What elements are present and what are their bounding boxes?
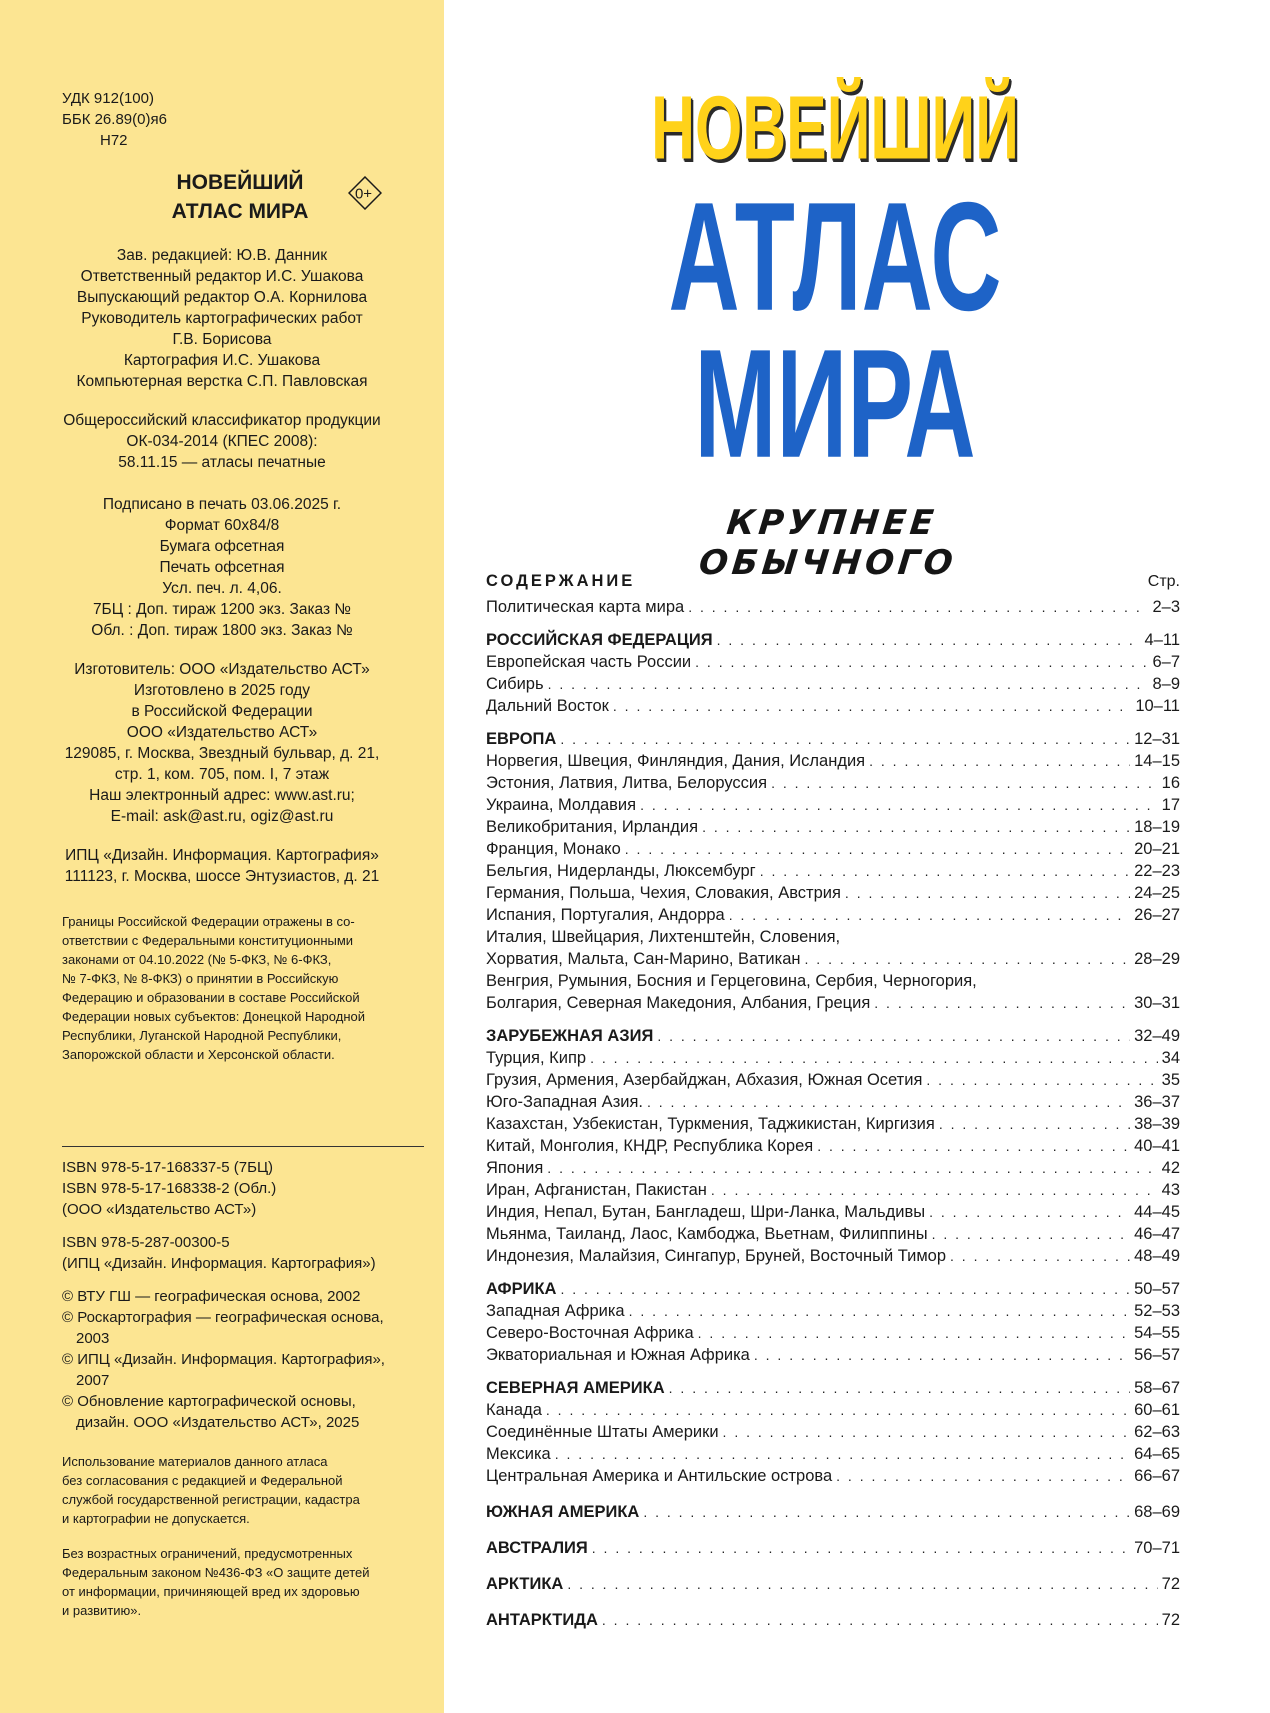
copyright-line: © Обновление картографической основы, [62, 1393, 356, 1410]
toc-page: 48–49 [1134, 1247, 1180, 1265]
text-line: № 7-ФКЗ, № 8-ФКЗ) о принятии в Российскую [62, 971, 339, 986]
toc-leader-dots [702, 816, 1130, 838]
toc-leader-dots [647, 1091, 1130, 1113]
toc-leader-dots [845, 882, 1130, 904]
toc-row [486, 1201, 1180, 1223]
toc-section-row [486, 1537, 1180, 1559]
toc-leader-dots [643, 1501, 1130, 1523]
toc-leader-dots [695, 651, 1148, 673]
toc-gap [486, 1595, 1180, 1609]
toc-label: Северо-Восточная Африка [486, 1324, 694, 1342]
toc-row [486, 816, 1180, 838]
toc-page: 6–7 [1152, 653, 1180, 671]
text-line: Границы Российской Федерации отражены в со- [62, 914, 355, 929]
toc-leader-dots [950, 1245, 1130, 1267]
toc-leader-dots [592, 1537, 1130, 1559]
toc-label: Юго-Западная Азия. [486, 1093, 643, 1111]
text-line: службой государственной регистрации, кадастра [62, 1492, 360, 1507]
toc-label: Сибирь [486, 675, 544, 693]
toc-page: 2–3 [1152, 598, 1180, 616]
text-line: Республики, Луганской Народной Республики, [62, 1028, 342, 1043]
toc-label: Мексика [486, 1445, 551, 1463]
toc-label: Индия, Непал, Бутан, Бангладеш, Шри-Ланка, Мальдивы [486, 1203, 926, 1221]
copyright-line: дизайн. ООО «Издательство АСТ», 2025 [76, 1414, 360, 1431]
toc-label: Экваториальная и Южная Африка [486, 1346, 750, 1364]
toc-row [486, 860, 1180, 882]
text-line: ISBN 978-5-287-00300-5 [62, 1234, 230, 1251]
toc-row [486, 992, 1180, 1014]
toc-leader-dots [613, 695, 1131, 717]
toc-label: АРКТИКА [486, 1575, 564, 1593]
toc-leader-dots [717, 629, 1141, 651]
text-line: ответствии с Федеральными конституционными [62, 933, 354, 948]
toc-page: 32–49 [1134, 1027, 1180, 1045]
toc-leader-dots [771, 772, 1158, 794]
toc-page: 50–57 [1134, 1280, 1180, 1298]
toc-heading: СОДЕРЖАНИЕ [486, 572, 636, 590]
usage-note [62, 1452, 432, 1528]
text-line: Общероссийский классификатор продукции [63, 412, 381, 429]
toc-page: 35 [1161, 1071, 1180, 1089]
text-line: 129085, г. Москва, Звездный бульвар, д. 21, [64, 745, 380, 762]
toc-label: Западная Африка [486, 1302, 625, 1320]
toc-label: Индонезия, Малайзия, Сингапур, Бруней, Восточный Тимор [486, 1247, 947, 1265]
toc-row [486, 750, 1180, 772]
toc-leader-dots [669, 1377, 1130, 1399]
toc-row [486, 596, 1180, 618]
text-line: (ИПЦ «Дизайн. Информация. Картография») [62, 1255, 376, 1272]
manufacturer-info [32, 659, 412, 827]
toc-row [486, 695, 1180, 717]
toc-leader-dots [869, 750, 1130, 772]
toc-row [486, 794, 1180, 816]
toc-page: 28–29 [1134, 950, 1180, 968]
copyright-line: © ИПЦ «Дизайн. Информация. Картография», [62, 1351, 385, 1368]
toc-section-row [486, 629, 1180, 651]
copyright-line: © ВТУ ГШ — географическая основа, 2002 [62, 1288, 361, 1305]
toc-row [486, 904, 1180, 926]
age-rating-icon [348, 176, 382, 210]
toc-label: Иран, Афганистан, Пакистан [486, 1181, 707, 1199]
toc-page: 26–27 [1134, 906, 1180, 924]
toc-row [486, 1157, 1180, 1179]
toc-leader-dots [547, 1157, 1157, 1179]
toc-row [486, 651, 1180, 673]
toc-row [486, 1047, 1180, 1069]
text-line: ИПЦ «Дизайн. Информация. Картография» [65, 847, 379, 864]
text-line: Запорожской области и Херсонской области. [62, 1047, 335, 1062]
imprint-title-line: НОВЕЙШИЙ [176, 171, 304, 194]
toc-page: 64–65 [1134, 1445, 1180, 1463]
toc-leader-dots [548, 673, 1149, 695]
toc-gap [486, 1267, 1180, 1278]
toc-label: АНТАРКТИДА [486, 1611, 598, 1629]
toc-page: 62–63 [1134, 1423, 1180, 1441]
toc-label: Великобритания, Ирландия [486, 818, 699, 836]
toc-leader-dots [836, 1465, 1130, 1487]
text-line: 58.11.15 — атласы печатные [118, 454, 326, 471]
text-line: Бумага офсетная [159, 538, 285, 555]
text-line: E-mail: ask@ast.ru, ogiz@ast.ru [110, 808, 334, 825]
toc-row [486, 1091, 1180, 1113]
toc-leader-dots [560, 1278, 1130, 1300]
toc-row [486, 1300, 1180, 1322]
toc-leader-dots [555, 1443, 1130, 1465]
divider [62, 1146, 424, 1147]
toc-row [486, 970, 1180, 992]
toc-label: РОССИЙСКАЯ ФЕДЕРАЦИЯ [486, 631, 713, 649]
toc-label: Франция, Монако [486, 840, 621, 858]
toc-row [486, 1245, 1180, 1267]
toc-row [486, 673, 1180, 695]
toc-gap [486, 1366, 1180, 1377]
toc-row [486, 948, 1180, 970]
toc-page: 58–67 [1134, 1379, 1180, 1397]
ipc-info [32, 845, 412, 887]
toc-page: 38–39 [1134, 1115, 1180, 1133]
print-info [32, 494, 412, 641]
toc-page: 52–53 [1134, 1302, 1180, 1320]
toc-label: Украина, Молдавия [486, 796, 637, 814]
text-line: Изготовлено в 2025 году [133, 682, 311, 699]
toc-body [486, 596, 1180, 1631]
text-line: Подписано в печать 03.06.2025 г. [102, 496, 342, 513]
toc-label: Бельгия, Нидерланды, Люксембург [486, 862, 756, 880]
text-line: Ответственный редактор И.С. Ушакова [80, 268, 364, 285]
toc-row [486, 1113, 1180, 1135]
toc-page: 16 [1161, 774, 1180, 792]
toc-header [486, 572, 1180, 596]
toc-leader-dots [805, 948, 1131, 970]
imprint-panel [0, 0, 444, 1713]
toc-label: Дальний Восток [486, 697, 609, 715]
toc-leader-dots [929, 1201, 1130, 1223]
toc-label: Европейская часть России [486, 653, 692, 671]
toc-label: Канада [486, 1401, 542, 1419]
udk-code: УДК 912(100) [62, 90, 154, 107]
toc-section-row [486, 1609, 1180, 1631]
text-line: и картографии не допускается. [62, 1511, 250, 1526]
toc-page: 46–47 [1134, 1225, 1180, 1243]
text-line: 111123, г. Москва, шоссе Энтузиастов, д. 21 [64, 868, 380, 885]
toc-section-row [486, 1573, 1180, 1595]
toc-page: 56–57 [1134, 1346, 1180, 1364]
toc-row [486, 1223, 1180, 1245]
text-line: Федерацию и образовании в составе Российской [62, 990, 360, 1005]
text-line: ISBN 978-5-17-168337-5 (7БЦ) [62, 1159, 274, 1176]
toc-leader-dots [625, 838, 1130, 860]
toc-leader-dots [688, 596, 1148, 618]
toc-leader-dots [711, 1179, 1158, 1201]
toc-gap [486, 1014, 1180, 1025]
toc-page: 10–11 [1135, 697, 1180, 715]
cover-subtitle: КРУПНЕЕ ОБЫЧНОГО [697, 503, 959, 583]
toc-page: 68–69 [1134, 1503, 1180, 1521]
toc-section-row [486, 1377, 1180, 1399]
toc-section-row [486, 728, 1180, 750]
toc-leader-dots [546, 1399, 1130, 1421]
toc-row [486, 1399, 1180, 1421]
text-line: Обл. : Доп. тираж 1800 экз. Заказ № [91, 622, 353, 639]
toc-page: 72 [1161, 1575, 1180, 1593]
text-line: (ООО «Издательство АСТ») [62, 1201, 257, 1218]
toc-row [486, 772, 1180, 794]
text-line: Картография И.С. Ушакова [123, 352, 321, 369]
toc-page: 22–23 [1134, 862, 1180, 880]
cover-title-line3: МИРА [694, 317, 976, 490]
text-line: Изготовитель: ООО «Издательство АСТ» [74, 661, 370, 678]
text-line: ISBN 978-5-17-168338-2 (Обл.) [62, 1180, 277, 1197]
text-line: Печать офсетная [159, 559, 285, 576]
toc-page: 34 [1161, 1049, 1180, 1067]
text-line: Зав. редакцией: Ю.В. Данник [116, 247, 328, 264]
toc-label: Казахстан, Узбекистан, Туркмения, Таджикистан, Киргизия [486, 1115, 935, 1133]
toc-gap [486, 717, 1180, 728]
cover-title-line2: АТЛАС [668, 170, 1002, 343]
toc-page: 43 [1161, 1181, 1180, 1199]
toc-row [486, 1069, 1180, 1091]
text-line: Использование материалов данного атласа [62, 1454, 328, 1469]
toc-label: Япония [486, 1159, 544, 1177]
toc-label: АФРИКА [486, 1280, 557, 1298]
text-line: Формат 60x84/8 [164, 517, 280, 534]
isbn-block [62, 1232, 432, 1274]
toc-page: 42 [1161, 1159, 1180, 1177]
borders-note [62, 912, 432, 1064]
toc-page: 30–31 [1134, 994, 1180, 1012]
toc-leader-dots [629, 1300, 1131, 1322]
toc-label: ЮЖНАЯ АМЕРИКА [486, 1503, 640, 1521]
toc-row [486, 1344, 1180, 1366]
toc-row [486, 1322, 1180, 1344]
text-line: от информации, причиняющей вред их здоровью [62, 1584, 360, 1599]
toc-label: Болгария, Северная Македония, Албания, Греция [486, 994, 871, 1012]
toc-row [486, 1135, 1180, 1157]
udk-block [62, 88, 167, 151]
toc-row [486, 838, 1180, 860]
toc-leader-dots [817, 1135, 1130, 1157]
author-mark: Н72 [100, 132, 128, 149]
toc-label: Эстония, Латвия, Литва, Белоруссия [486, 774, 768, 792]
text-line: в Российской Федерации [131, 703, 313, 720]
toc-gap [486, 618, 1180, 629]
text-line: и развитию». [62, 1603, 142, 1618]
toc-label: Венгрия, Румыния, Босния и Герцеговина, Сербия, Черногория, [486, 972, 977, 990]
toc-label: СЕВЕРНАЯ АМЕРИКА [486, 1379, 665, 1397]
toc-page: 40–41 [1134, 1137, 1180, 1155]
toc-label: Грузия, Армения, Азербайджан, Абхазия, Южная Осетия [486, 1071, 923, 1089]
text-line: стр. 1, ком. 705, пом. I, 7 этаж [114, 766, 330, 783]
toc-label: ЗАРУБЕЖНАЯ АЗИЯ [486, 1027, 654, 1045]
toc-leader-dots [760, 860, 1130, 882]
toc-page: 54–55 [1134, 1324, 1180, 1342]
bbk-code: ББК 26.89(0)я6 [62, 111, 167, 128]
toc-label: ЕВРОПА [486, 730, 557, 748]
toc-leader-dots [729, 904, 1130, 926]
toc-page: 8–9 [1152, 675, 1180, 693]
toc-leader-dots [602, 1609, 1158, 1631]
text-line: Федеральным законом №436-ФЗ «О защите детей [62, 1565, 370, 1580]
toc-page: 44–45 [1134, 1203, 1180, 1221]
toc-row [486, 882, 1180, 904]
toc-label: Италия, Швейцария, Лихтенштейн, Словения, [486, 928, 841, 946]
imprint-title-line: АТЛАС МИРА [171, 200, 309, 223]
toc-page: 14–15 [1134, 752, 1180, 770]
toc-page-column-label: Стр. [1147, 573, 1180, 590]
isbn-block [62, 1157, 432, 1220]
toc-label: Испания, Португалия, Андорра [486, 906, 725, 924]
toc-label: Германия, Польша, Чехия, Словакия, Австрия [486, 884, 841, 902]
toc-page: 60–61 [1134, 1401, 1180, 1419]
table-of-contents [486, 572, 1180, 1631]
copyright-block [62, 1286, 432, 1433]
toc-leader-dots [939, 1113, 1130, 1135]
toc-row [486, 1443, 1180, 1465]
toc-section-row [486, 1501, 1180, 1523]
toc-page: 18–19 [1134, 818, 1180, 836]
toc-leader-dots [640, 794, 1158, 816]
toc-page: 17 [1161, 796, 1180, 814]
toc-leader-dots [754, 1344, 1130, 1366]
toc-leader-dots [926, 1069, 1157, 1091]
toc-gap [486, 1559, 1180, 1573]
toc-page: 72 [1161, 1611, 1180, 1629]
toc-label: АВСТРАЛИЯ [486, 1539, 588, 1557]
toc-label: Центральная Америка и Антильские острова [486, 1467, 833, 1485]
toc-page: 66–67 [1134, 1467, 1180, 1485]
toc-leader-dots [874, 992, 1130, 1014]
toc-label: Политическая карта мира [486, 598, 685, 616]
toc-gap [486, 1487, 1180, 1501]
text-line: Компьютерная верстка С.П. Павловская [76, 373, 368, 390]
toc-label: Соединённые Штаты Америки [486, 1423, 719, 1441]
text-line: Наш электронный адрес: www.ast.ru; [89, 787, 355, 804]
imprint-title [140, 168, 340, 226]
toc-row [486, 1421, 1180, 1443]
toc-row [486, 926, 1180, 948]
toc-label: Норвегия, Швеция, Финляндия, Дания, Исландия [486, 752, 866, 770]
toc-page: 12–31 [1134, 730, 1180, 748]
toc-page: 4–11 [1144, 631, 1180, 649]
copyright-line: © Роскартография — географическая основа, [62, 1309, 384, 1326]
toc-leader-dots [560, 728, 1130, 750]
toc-page: 24–25 [1134, 884, 1180, 902]
toc-leader-dots [723, 1421, 1131, 1443]
text-line: Выпускающий редактор О.А. Корнилова [76, 289, 368, 306]
text-line: 7БЦ : Доп. тираж 1200 экз. Заказ № [92, 601, 352, 618]
toc-gap [486, 1523, 1180, 1537]
text-line: Без возрастных ограничений, предусмотренных [62, 1546, 353, 1561]
toc-leader-dots [590, 1047, 1158, 1069]
toc-leader-dots [567, 1573, 1157, 1595]
toc-page: 70–71 [1134, 1539, 1180, 1557]
svg-text:0+: 0+ [354, 185, 373, 203]
toc-page: 36–37 [1134, 1093, 1180, 1111]
text-line: законами от 04.10.2022 (№ 5-ФКЗ, № 6-ФКЗ, [62, 952, 332, 967]
text-line: ООО «Издательство АСТ» [126, 724, 318, 741]
toc-page: 20–21 [1134, 840, 1180, 858]
toc-row [486, 1465, 1180, 1487]
toc-section-row [486, 1278, 1180, 1300]
toc-leader-dots [698, 1322, 1130, 1344]
copyright-line: 2007 [76, 1372, 110, 1389]
classifier-info [32, 410, 412, 473]
text-line: Усл. печ. л. 4,06. [162, 580, 282, 597]
toc-leader-dots [932, 1223, 1131, 1245]
toc-label: Хорватия, Мальта, Сан-Марино, Ватикан [486, 950, 801, 968]
copyright-line: 2003 [76, 1330, 110, 1347]
toc-label: Китай, Монголия, КНДР, Республика Корея [486, 1137, 814, 1155]
toc-section-row [486, 1025, 1180, 1047]
editors-list [32, 245, 412, 392]
text-line: Г.В. Борисова [172, 331, 272, 348]
toc-label: Турция, Кипр [486, 1049, 587, 1067]
text-line: ОК-034-2014 (КПЕС 2008): [126, 433, 318, 450]
toc-row [486, 1179, 1180, 1201]
text-line: без согласования с редакцией и Федеральной [62, 1473, 343, 1488]
cover-title-line1: НОВЕЙШИЙ [651, 78, 1019, 179]
age-note [62, 1544, 432, 1620]
toc-label: Мьянма, Таиланд, Лаос, Камбоджа, Вьетнам, Филиппины [486, 1225, 928, 1243]
toc-leader-dots [657, 1025, 1130, 1047]
text-line: Федерации новых субъектов: Донецкой Народной [62, 1009, 365, 1024]
text-line: Руководитель картографических работ [81, 310, 363, 327]
